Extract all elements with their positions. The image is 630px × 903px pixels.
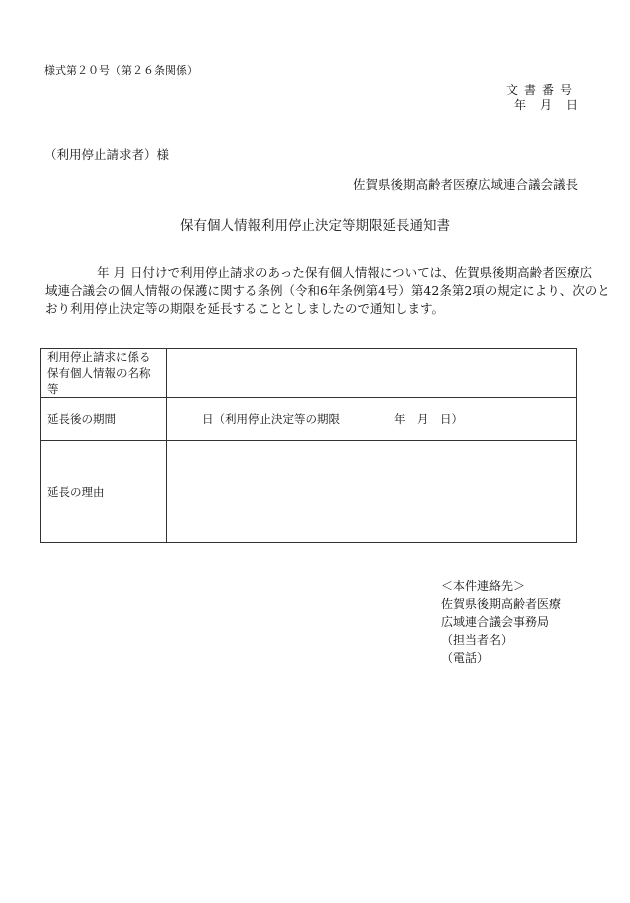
extension-reason-field[interactable]	[167, 441, 577, 543]
body-date-placeholder: 年 月 日	[97, 265, 143, 280]
body-line-3: おり利用停止決定等の期限を延長することとしましたので通知します。	[45, 301, 445, 316]
document-number-label: 文書番号	[505, 83, 578, 97]
table-row	[41, 349, 577, 398]
body-line-1: 年 月 日付けで利用停止請求のあった保有個人情報については、佐賀県後期高齢者医療広	[97, 265, 593, 280]
table-row	[41, 398, 577, 441]
sender: 佐賀県後期高齢者医療広域連合議会議長	[352, 177, 578, 192]
extended-period-field[interactable]: 日（利用停止決定等の期限 年 月 日）	[167, 398, 577, 441]
date-month: 月	[539, 98, 552, 112]
form-number: 様式第２０号（第２６条関係）	[44, 64, 198, 77]
addressee: （利用停止請求者）様	[44, 147, 170, 162]
contact-org-line-2: 広域連合議会事務局	[441, 615, 550, 629]
body-line-2: 域連合議会の個人情報の保護に関する条例（令和6年条例第4号）第42条第2項の規定により、次のと	[45, 283, 610, 298]
contact-person: （担当者名）	[441, 633, 514, 647]
row-label-info-name: 利用停止請求に係る 保有個人情報の名称 等	[41, 349, 167, 398]
row-label-extended-period: 延長後の期間	[41, 398, 167, 441]
contact-block	[441, 577, 561, 667]
date-year: 年	[513, 98, 526, 112]
table-row	[41, 441, 577, 543]
document-date	[500, 96, 578, 113]
document-title: 保有個人情報利用停止決定等期限延長通知書	[180, 218, 450, 234]
info-name-field[interactable]	[167, 349, 577, 398]
row-label-extension-reason: 延長の理由	[41, 441, 167, 543]
contact-phone: （電話）	[441, 651, 490, 665]
extension-info-table	[40, 348, 577, 543]
contact-org-line-1: 佐賀県後期高齢者医療	[441, 597, 562, 611]
body-paragraph	[45, 264, 610, 318]
contact-heading: ＜本件連絡先＞	[441, 579, 526, 593]
date-day: 日	[565, 98, 578, 112]
